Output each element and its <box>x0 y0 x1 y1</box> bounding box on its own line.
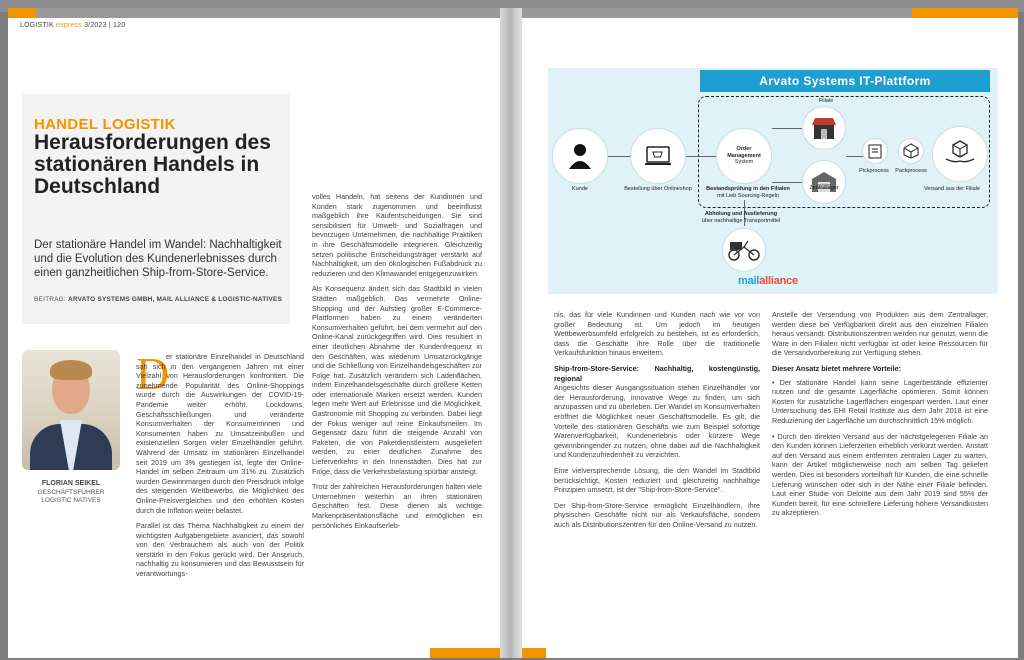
oms-line3: System <box>734 159 754 166</box>
logo-part-b: alliance <box>759 275 798 287</box>
paragraph: Als Konsequenz ändert sich das Stadtbild in vielen Städten maßgeblich. Das vermehrte Online-Shopping und der Aufstieg großer E-Commerce-Plattformen haben zu einem veränderten Konsumverhalten geführt, bei dem vermehrt auf den Online-Kanal zurückgegriffen wird. Dies resultiert in einer deutlichen Abnahme der Kundenfrequenz in den Geschäften, was wiederum Umsatzrückgänge und die Schließung von Einzelhandelsgeschäften zur Folge hat. Zusätzlich verändern sich Ladenflächen, indem Einzelhandelsgeschäfte durch größere Ketten oder internationale Marken ersetzt werden. Kunden legen mehr Wert auf Erlebnisse und die Möglichkeit, Gastronomie mit Shopping zu verbinden. Dabei liegt der Fokus weniger auf reine Einkaufsmeilen. Im Gegensatz dazu führt die steigende Anzahl von Paketen, die von Paketdienstleistern ausgeliefert werden, zu einer deutlichen Zunahme des Lieferverkehrs in den Innenstädten. Dies hat zur Folge, dass die Verkehrsbelastung spürbar ansteigt. <box>312 284 482 476</box>
paragraph: Eine vielversprechende Lösung, die den Wandel im Stadtbild berücksichtigt, Kosten reduziert und gleichzeitig nachhaltige Prinzipien umsetzt, ist der "Ship-from-Store-Service". <box>554 465 760 495</box>
store-node <box>802 106 846 150</box>
right-column-1 <box>554 310 760 535</box>
person-icon <box>565 141 595 171</box>
drop-cap: D <box>136 348 170 399</box>
oms-node <box>716 128 772 184</box>
cargo-bike-icon <box>728 239 760 261</box>
orange-bottom-accent-right <box>522 648 546 658</box>
central-warehouse-node <box>802 160 846 204</box>
section-kicker: HANDEL LOGISTIK <box>34 116 176 133</box>
bullet-paragraph: • Der stationäre Handel kann seine Lagerbestände effizienter nutzen und die gesamte Lagerfläche optimieren. Somit können Kosten für zusätzliche Lagerflächen eingespart werden. Laut einer Untersuchung des EHI Retail Institute aus dem Jahr 2018 ist eine Reduzierung der Lagerfläche um durchschnittlich 15% möglich. <box>772 377 988 425</box>
laptop-cart-icon <box>643 141 673 171</box>
subheading: Dieser Ansatz bietet mehrere Vorteile: <box>772 363 902 373</box>
issue-number: 3/2023 | <box>81 22 114 29</box>
paragraph: volles Handeln, hat seitens der Kundinnen und Kunden stark zugenommen und beeinflusst maßgeblich ihre Kaufentscheidungen. Sie sind sensibilisiert für Umwelt- und Sozialfragen und bevorzugen Unternehmen, die nachhaltige Praktiken in ihre Geschäftsmodelle integrieren. Gleichzeitig setzen politische Entscheidungsträger verstärkt auf Nachhaltigkeit, um den ökologischen Fußabdruck zu reduzieren und den Klimawandel entgegenzuwirken. <box>312 192 482 278</box>
orange-corner-accent <box>8 8 36 18</box>
package-hands-icon <box>944 139 976 169</box>
book-spine <box>500 8 524 658</box>
customer-label: Kunde <box>572 186 588 192</box>
left-column-1 <box>136 348 304 585</box>
cargo-bike-node <box>722 228 766 272</box>
magazine-name: LOGISTIK <box>20 22 57 29</box>
mail-alliance-logo <box>738 275 798 287</box>
orange-corner-accent-right <box>912 8 1018 18</box>
store-icon <box>810 116 838 140</box>
pickup-label <box>686 211 796 224</box>
logo-part-a: mail <box>738 275 760 287</box>
stock-check-label <box>700 186 796 199</box>
subheading: Ship-from-Store-Service: Nachhaltig, kostengünstig, regional <box>554 363 760 383</box>
pick-node <box>862 138 888 164</box>
warehouse-label: Zentrallager <box>809 185 839 191</box>
article-lead: Der stationäre Handel im Wandel: Nachhaltigkeit und die Evolution des Kundenerlebnisses durch einen ganzheitlichen Ship-from-Store-Service. <box>34 239 282 279</box>
flow-arrow <box>686 156 716 157</box>
paragraph: Anstelle der Versendung von Produkten aus dem Zentrallager, werden diese bei Verfügbarkeit direkt aus den einzelnen Filialen heraus versandt. Distributionszentren werden nur genutzt, wenn die Ware in den Filialen nicht verfügbar ist oder keine Ressourcen für die Versandvorbereitung zur Verfügung stehen. <box>772 310 988 358</box>
stock-check-line2: mit Lieb Sourcing-Regeln <box>717 192 779 199</box>
flow-arrow <box>772 182 802 183</box>
pick-label: Pickprocess <box>859 168 889 174</box>
paragraph: Angesichts dieser Ausgangssituation stehen Einzelhändler vor der Herausforderung, innovative Wege zu finden, um sich anzupassen und zu überleben. Der Wandel im Konsumverhalten eröffnet die Möglichkeit neuer Geschäftsmodelle. Es gilt, die Vorteile des stationären Geschäfts wie zum Beispiel sofortige Warenverfügbarkeit, Kundenerlebnis oder kürzere Wege gewinnbringender zu nutzen, ohne dabei auf die Nachhaltigkeit und Kundenzufriedenheit zu verzichten. <box>554 383 760 460</box>
byline <box>34 296 282 303</box>
paragraph: Trotz der zahlreichen Herausforderungen halten viele Unternehmen weiterhin an ihren stationären Geschäften fest. Diese dienen als wichtige Markenpräsentationsfläche und ermöglichen ein persönliches Einkaufserleb- <box>312 482 482 530</box>
clipboard-icon <box>868 143 882 159</box>
pickup-line1: Abholung und Auslieferung <box>704 211 778 217</box>
page-header <box>20 22 125 29</box>
diagram-banner: Arvato Systems IT-Plattform <box>700 70 990 92</box>
order-label: Bestellung über Onlineshop <box>624 186 692 192</box>
ship-node <box>932 126 988 182</box>
left-column-2 <box>312 192 482 536</box>
oms-line1: Order <box>736 146 752 153</box>
author-name: FLORIAN SEIKEL <box>41 480 101 487</box>
orange-bottom-accent <box>430 648 500 658</box>
oms-label <box>719 146 769 166</box>
box-icon <box>903 143 919 159</box>
paragraph: Parallel ist das Thema Nachhaltigkeit zu einem der wichtigsten Aufgabengebiete avanciert, das sowohl von den Verbrauchern als auch von der Politik verstärkt in den Fokus gerückt wird. Der Anspruch, nachhaltig zu konsumieren und das Bewusstsein für verantwortungs- <box>136 521 304 579</box>
magazine-accent: express <box>56 22 82 29</box>
page-number: 120 <box>113 22 126 29</box>
pack-label: Packprocess <box>895 168 927 174</box>
top-frame-bar-right <box>522 8 912 18</box>
author-role: GESCHÄFTSFÜHRER <box>37 489 105 496</box>
paragraph: er stationäre Einzelhandel in Deutschland sah sich in den vergangenen Jahren mit einer Vielzahl von Herausforderungen konfrontiert. Die zunehmende Popularität des Online-Shoppings wurde durch die Auswirkungen der COVID-19-Pandemie weiter erhöht. Lockdowns, Geschäftsschließungen und veränderte Konsumverhalten der Konsumentinnen und Konsumenten haben zu Umsatzeinbußen und existenziellen Sorgen vieler Einzelhändler geführt. Während der Umsatz im stationären Einzelhandel seit 2019 um 3% gestiegen ist, legte der Online-Handel im selben Zeitraum um 31% zu. Zusätzlich wurden Gewinnmargen durch den Preisdruck infolge des steigenden Wettbewerbs, die Möglichkeit des Online-Preisvergleiches und den erhöhten Kosten durch die Inflation weiter belastet. <box>136 352 304 515</box>
paragraph: Der Ship-from-Store-Service ermöglicht Einzelhändlern, ihre physischen Geschäfte nicht nur als Verkaufsfläche, sondern auch als Distributionszentren für den Online-Versand zu nutzen. <box>554 500 760 529</box>
customer-node <box>552 128 608 184</box>
stock-check-line1: Bestandsprüfung in den Filialen <box>706 186 790 192</box>
byline-prefix: BEITRAG: <box>34 296 68 303</box>
flow-arrow <box>772 128 802 129</box>
bullet-paragraph: • Durch den direkten Versand aus der nächstgelegenen Filiale an den Kunden können Lieferzeiten erheblich verkürzt werden. Anstatt auf den Versand aus einem entfernten zentralen Lager zu warten, kann der Artikel möglicherweise noch am selben Tag geliefert werden. Dies ist besonders vorteilhaft für Kunden, die eine schnelle Lieferung wünschen oder sich in der Nähe einer Filiale befinden. Laut einer Studie von Deloitte aus dem Jahr 2019 sind 55% der Kunden bereit, für eine schnellere Lieferung höhere Versandkosten zu akzeptieren. <box>772 431 988 518</box>
store-label: Filiale <box>818 98 834 104</box>
top-frame-bar <box>36 8 500 18</box>
photo-hair <box>50 360 92 380</box>
flow-arrow <box>608 156 630 157</box>
order-node <box>630 128 686 184</box>
author-company: LOGISTIC NATIVES <box>41 497 101 504</box>
pack-node <box>898 138 924 164</box>
pickup-line2: über nachhaltige Transportmittel <box>701 217 781 224</box>
ship-label: Versand aus der Filiale <box>924 186 980 192</box>
byline-authors: ARVATO SYSTEMS GMBH, MAIL ALLIANCE & LOGISTIC-NATIVES <box>67 296 282 303</box>
oms-line2: Management <box>727 152 761 159</box>
author-photo <box>22 350 120 470</box>
article-title: Herausforderungen des stationären Handels in Deutschland <box>34 131 271 198</box>
paragraph: nis, das für viele Kundinnen und Kunden nach wie vor von großer Bedeutung ist. Um jedoch im heutigen Wettbewerbsumfeld erfolgreich zu bestehen, ist es erforderlich, dass die Geschäfte ihre Rolle über die traditionelle Verkaufsfunktion hinaus erweitern. <box>554 310 760 358</box>
right-column-2 <box>772 310 988 524</box>
